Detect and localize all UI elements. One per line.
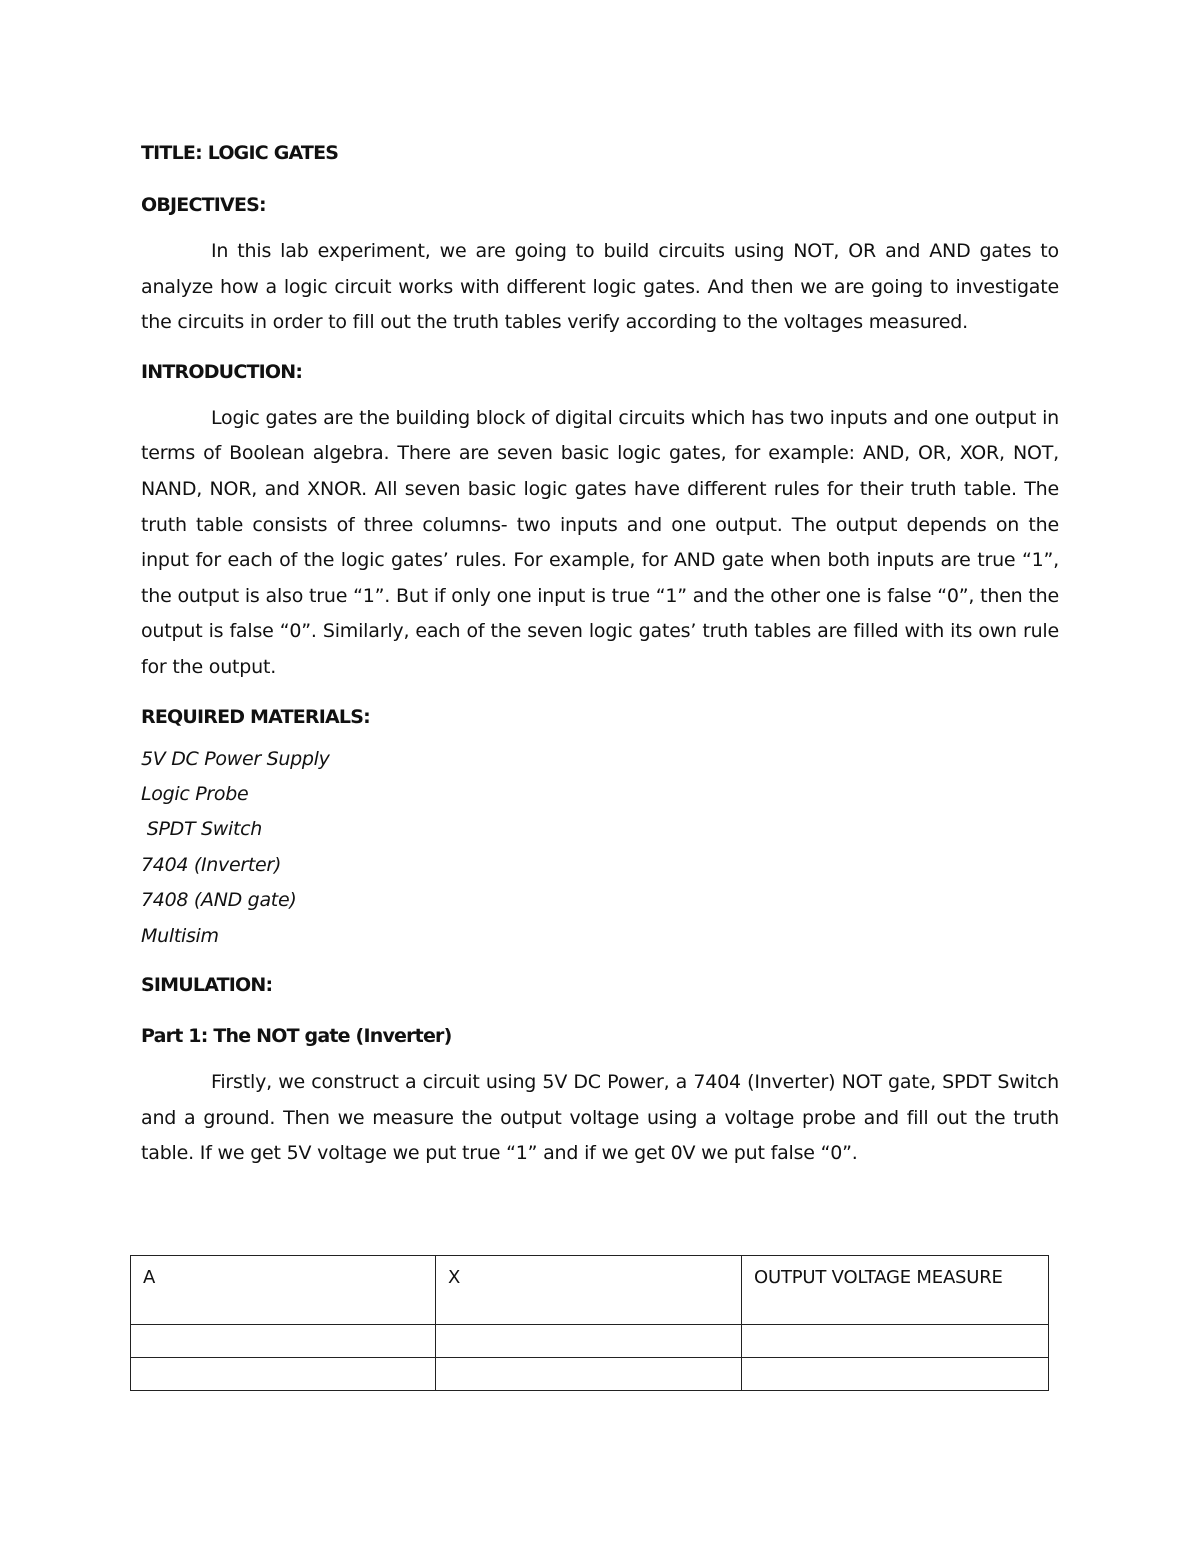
- header-cell-a: A: [131, 1256, 436, 1325]
- table-row: [131, 1325, 1049, 1358]
- materials-list: [141, 742, 1059, 954]
- table-cell: [131, 1358, 436, 1391]
- header-cell-output-voltage: OUTPUT VOLTAGE MEASURE: [742, 1256, 1049, 1325]
- material-item: SPDT Switch: [141, 818, 263, 841]
- part1-paragraph: Firstly, we construct a circuit using 5V DC Power, a 7404 (Inverter) NOT gate, SPDT Switch and a ground. Then we measure the output voltage using a voltage probe and fill out the truth table. If we get 5V voltage we put true “1” and if we get 0V we put false “0”.: [141, 1070, 1059, 1165]
- material-item: Multisim: [141, 924, 219, 947]
- material-item: 7404 (Inverter): [141, 853, 282, 876]
- header-cell-x: X: [436, 1256, 742, 1325]
- truth-table: [130, 1255, 1049, 1391]
- simulation-heading: SIMULATION:: [141, 973, 273, 996]
- material-item: 5V DC Power Supply: [141, 747, 330, 770]
- table-cell: [131, 1325, 436, 1358]
- introduction-heading: INTRODUCTION:: [141, 360, 303, 383]
- part1-heading: Part 1: The NOT gate (Inverter): [141, 1024, 452, 1047]
- table-cell: [436, 1358, 742, 1391]
- material-item: Logic Probe: [141, 782, 249, 805]
- table-cell: [742, 1325, 1049, 1358]
- objectives-heading: OBJECTIVES:: [141, 194, 266, 216]
- materials-heading: REQUIRED MATERIALS:: [141, 705, 370, 728]
- introduction-paragraph: Logic gates are the building block of digital circuits which has two inputs and one output in terms of Boolean algebra. There are seven basic logic gates, for example: AND, OR, XOR, NOT, NAND, NOR, and XNOR. All seven basic logic gates have different rules for their truth table. The truth table consists of three columns- two inputs and one output. The output depends on the input for each of the logic gates’ rules. For example, for AND gate when both inputs are true “1”, the output is also true “1”. But if only one input is true “1” and the other one is false “0”, then the output is false “0”. Similarly, each of the seven logic gates’ truth tables are filled with its own rule for the output.: [141, 406, 1059, 678]
- objectives-paragraph: In this lab experiment, we are going to build circuits using NOT, OR and AND gates to analyze how a logic circuit works with different logic gates. And then we are going to investigate the circuits in order to fill out the truth tables verify according to the voltages measured.: [141, 240, 1059, 334]
- document-content: [141, 140, 1059, 1172]
- table-cell: [436, 1325, 742, 1358]
- document-title: TITLE: LOGIC GATES: [141, 142, 339, 164]
- table-header-row: [131, 1256, 1049, 1325]
- material-item: 7408 (AND gate): [141, 889, 297, 912]
- table-cell: [742, 1358, 1049, 1391]
- table-row: [131, 1358, 1049, 1391]
